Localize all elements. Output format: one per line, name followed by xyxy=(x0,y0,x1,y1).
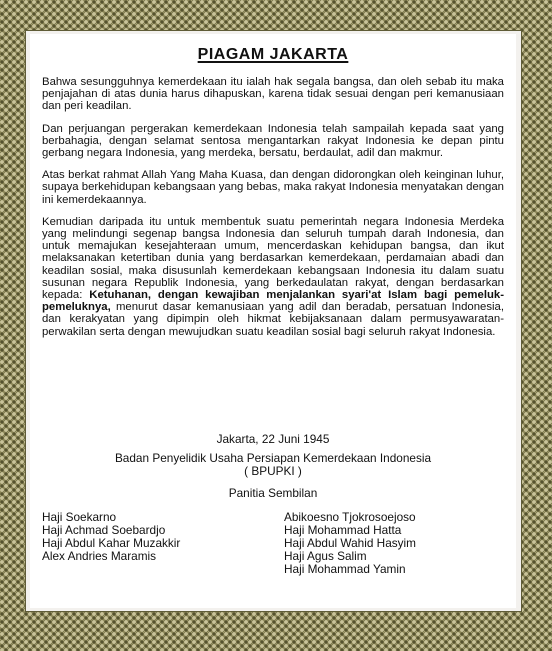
document-title: PIAGAM JAKARTA xyxy=(197,46,349,63)
signatories-right xyxy=(284,511,416,576)
signatory: Haji Achmad Soebardjo xyxy=(42,523,166,537)
signatory: Alex Andries Maramis xyxy=(42,549,157,563)
signatories-left xyxy=(42,511,180,563)
signatory: Abikoesno Tjokrosoejoso xyxy=(284,510,416,524)
paragraph-4-start: Kemudian daripada itu untuk membentuk suatu pemerintah negara Indonesia Merdeka yang melindungi segenap bangsa Indonesia dan seluruh tumpah darah Indonesia, dan untuk memajukan kesejahteraan umum, mencerdaskan kehidupan bangsa, dan ikut melaksanakan ketertiban dunia yang berdasarkan kemerdekaan, perdamaian abadi dan keadilan sosial, maka disusunlah kemerdekaan kebangsaan Indonesia itu dalam suatu susunan negara Republik Indonesia, yang berkedaulatan rakyat, dengan berdasarkan kepada: xyxy=(42,215,504,302)
signatory: Haji Agus Salim xyxy=(284,549,367,563)
document-paper xyxy=(30,34,516,608)
document-frame xyxy=(26,31,521,611)
paragraph-2: Dan perjuangan pergerakan kemerdekaan Indonesia telah sampailah kepada saat yang berbahagia, dengan selamat sentosa mengantarkan rakyat Indonesia ke depan pintu gerbang negara Indonesia, yang merdeka, bersatu, berdaulat, adil dan makmur. xyxy=(42,122,504,160)
signatory: Haji Mohammad Yamin xyxy=(284,562,406,576)
organization-block xyxy=(30,452,516,478)
document-body xyxy=(42,76,504,348)
organization-name: Badan Penyelidik Usaha Persiapan Kemerdekaan Indonesia xyxy=(114,451,432,465)
paragraph-4-bold: Ketuhanan, dengan kewajiban menjalankan syari'at Islam bagi pemeluk-pemeluknya, xyxy=(42,289,504,314)
paragraph-4 xyxy=(42,216,504,338)
signatory: Haji Abdul Kahar Muzakkir xyxy=(42,536,181,550)
committee-name: Panitia Sembilan xyxy=(228,486,318,500)
paragraph-3: Atas berkat rahmat Allah Yang Maha Kuasa, dan dengan didorongkan oleh keinginan luhur, supaya berkehidupan kebangsaan yang bebas, maka rakyat Indonesia menyatakan dengan ini kemerdekaannya. xyxy=(42,169,504,206)
place-date: Jakarta, 22 Juni 1945 xyxy=(216,432,330,446)
signatory: Haji Mohammad Hatta xyxy=(284,523,402,537)
signatory: Haji Soekarno xyxy=(42,510,117,524)
paragraph-4-end: menurut dasar kemanusiaan yang adil dan beradab, persatuan Indonesia, dan kerakyatan yang dipimpin oleh hikmat kebijaksanaan dalam permusyawaratan-perwakilan serta dengan mewujudkan suatu keadilan sosial bagi seluruh rakyat Indonesia. xyxy=(42,301,504,338)
signatory: Haji Abdul Wahid Hasyim xyxy=(284,536,417,550)
paragraph-1: Bahwa sesungguhnya kemerdekaan itu ialah hak segala bangsa, dan oleh sebab itu maka penjajahan di atas dunia harus dihapuskan, karena tidak sesuai dengan peri kemanusiaan dan peri keadilan. xyxy=(42,76,504,113)
organization-abbr: ( BPUPKI ) xyxy=(244,464,302,478)
